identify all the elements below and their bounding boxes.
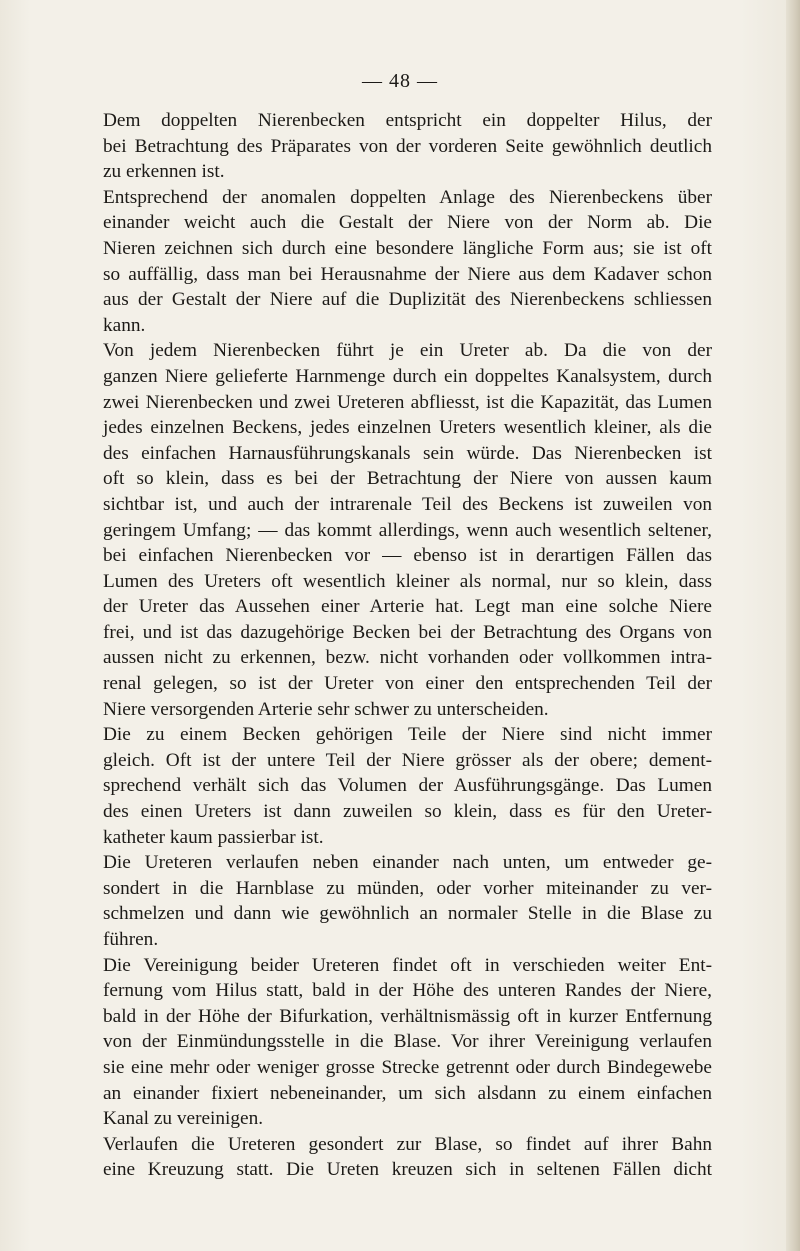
text-line: Kanal zu vereinigen. [103,1108,264,1130]
text-line: Die zu einem Becken gehörigen Teile der Niere sind nicht immer [103,724,712,746]
paragraph [82,953,712,1132]
text-line: Die Ureteren verlaufen neben einander nach unten, um entweder ge- [103,852,712,874]
text-line: fernung vom Hilus statt, bald in der Höhe des unteren Randes der Niere, [103,980,712,1002]
body-text [82,108,712,1183]
text-line: Die Vereinigung beider Ureteren findet oft in verschieden weiter Ent- [103,954,712,976]
page-binding-edge [786,0,800,1251]
text-line: Lumen des Ureters oft wesentlich kleiner als normal, nur so klein, dass [103,570,712,592]
text-line: Verlaufen die Ureteren gesondert zur Blase, so findet auf ihrer Bahn [103,1133,712,1155]
text-line: bei Betrachtung des Präparates von der vorderen Seite gewöhnlich deutlich [103,135,712,157]
paragraph [82,1132,712,1183]
text-line: sondert in die Harnblase zu münden, oder vorher miteinander zu ver- [103,877,712,899]
text-line: oft so klein, dass es bei der Betrachtung der Niere von aussen kaum [103,468,712,490]
text-line: führen. [103,929,159,950]
paragraph [82,850,712,952]
text-line: zu erkennen ist. [103,161,225,183]
text-line: eine Kreuzung statt. Die Ureten kreuzen sich in seltenen Fällen dicht [103,1159,712,1181]
text-line: an einander fixiert nebeneinander, um sich alsdann zu einem einfachen [103,1082,712,1104]
paragraph [82,338,712,722]
text-line: aussen nicht zu erkennen, bezw. nicht vorhanden oder vollkommen intra- [103,647,712,669]
text-line: gleich. Oft ist der untere Teil der Niere grösser als der obere; dement- [103,749,712,771]
text-line: bei einfachen Nierenbecken vor — ebenso ist in derartigen Fällen das [103,545,712,567]
text-line: der Ureter das Aussehen einer Arterie hat. Legt man eine solche Niere [103,596,712,618]
text-line: sichtbar ist, und auch der intrarenale Teil des Beckens ist zuweilen von [103,493,712,515]
text-line: einander weicht auch die Gestalt der Niere von der Norm ab. Die [103,212,712,234]
text-line: ganzen Niere gelieferte Harnmenge durch ein doppeltes Kanalsystem, durch [103,365,712,387]
page-number: — 48 — [362,70,438,92]
text-line: so auffällig, dass man bei Herausnahme der Niere aus dem Kadaver schon [103,263,712,285]
text-line: sie eine mehr oder weniger grosse Strecke getrennt oder durch Bindegewebe [103,1056,712,1078]
paragraph [82,108,712,185]
text-line: jedes einzelnen Beckens, jedes einzelnen Ureters wesentlich kleiner, als die [103,417,712,439]
text-line: zwei Nierenbecken und zwei Ureteren abfliesst, ist die Kapazität, das Lumen [103,391,712,413]
text-line: des einfachen Harnausführungskanals sein würde. Das Nierenbecken ist [103,442,712,464]
paragraph [82,722,712,850]
text-line: Entsprechend der anomalen doppelten Anlage des Nierenbeckens über [103,186,712,208]
paragraph [82,185,712,339]
text-line: katheter kaum passierbar ist. [103,826,324,848]
text-line: frei, und ist das dazugehörige Becken bei der Betrachtung des Organs von [103,621,712,643]
text-line: Von jedem Nierenbecken führt je ein Ureter ab. Da die von der [103,340,712,362]
text-line: geringem Umfang; — das kommt allerdings, wenn auch wesentlich seltener, [103,519,712,541]
text-line: Dem doppelten Nierenbecken entspricht ein doppelter Hilus, der [103,110,712,131]
text-line: renal gelegen, so ist der Ureter von einer den entsprechenden Teil der [103,673,712,695]
text-line: bald in der Höhe der Bifurkation, verhältnismässig oft in kurzer Entfernung [103,1005,712,1027]
text-line: aus der Gestalt der Niere auf die Duplizität des Nierenbeckens schliessen [103,289,712,311]
text-line: von der Einmündungsstelle in die Blase. Vor ihrer Vereinigung verlaufen [103,1031,712,1053]
text-line: schmelzen und dann wie gewöhnlich an normaler Stelle in die Blase zu [103,903,712,925]
text-line: kann. [103,314,146,336]
text-line: sprechend verhält sich das Volumen der Ausführungsgänge. Das Lumen [103,775,712,797]
text-line: des einen Ureters ist dann zuweilen so klein, dass es für den Ureter- [103,801,712,823]
text-line: Nieren zeichnen sich durch eine besondere längliche Form aus; sie ist oft [103,237,712,259]
text-line: Niere versorgenden Arterie sehr schwer zu unterscheiden. [103,698,549,720]
